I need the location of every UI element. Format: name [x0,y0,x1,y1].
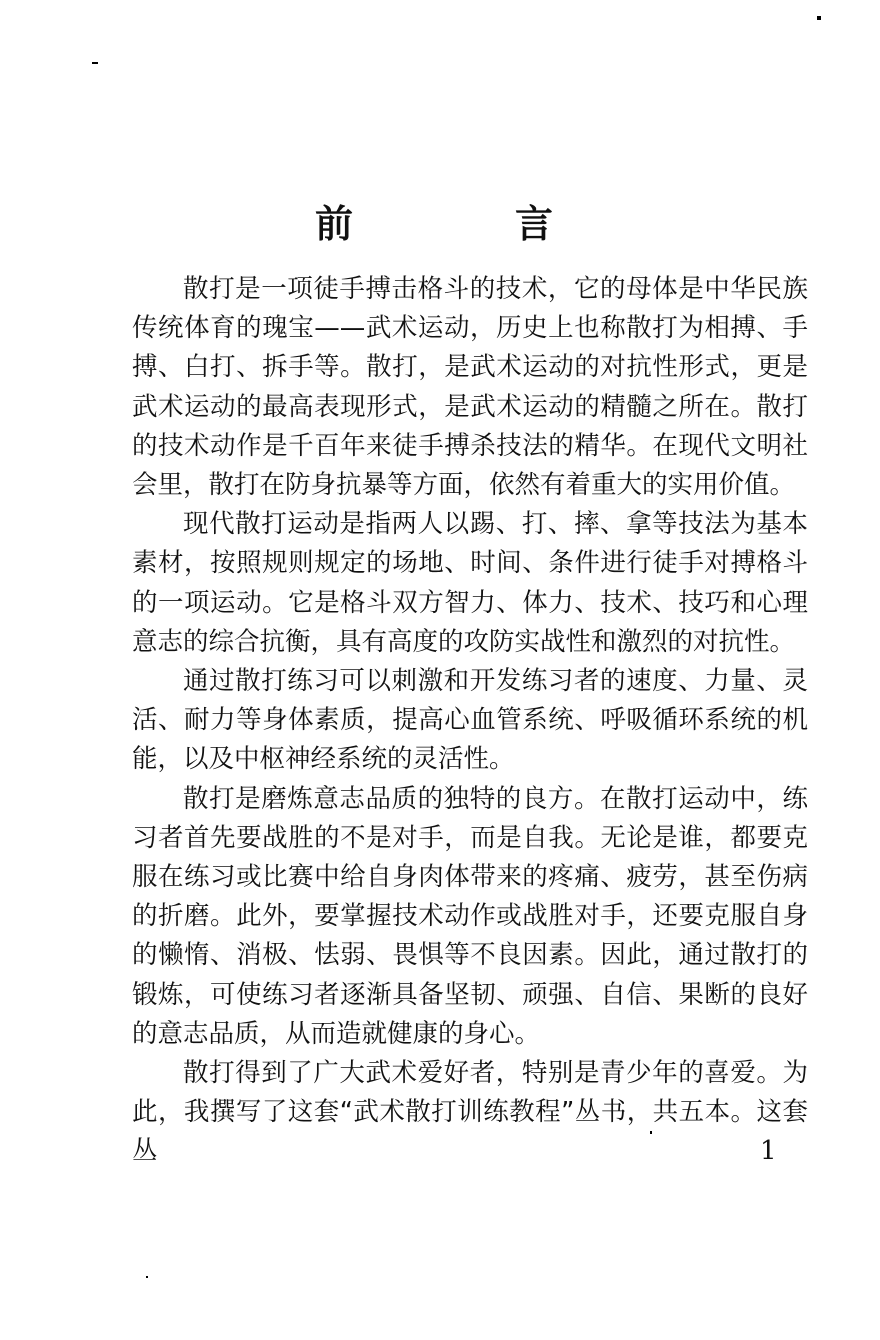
scan-speck [146,1276,148,1278]
page-number: 1 [760,1136,777,1166]
paragraph: 散打是磨炼意志品质的独特的良方。在散打运动中，练习者首先要战胜的不是对手，而是自我。无论是谁，都要克服在练习或比赛中给自身肉体带来的疼痛、疲劳，甚至伤病的折磨。此外，要掌握技术动作或战胜对手，还要克服自身的懒惰、消极、怯弱、畏惧等不良因素。因此，通过散打的锻炼，可使练习者逐渐具备坚韧、顽强、自信、果断的良好的意志品质，从而造就健康的身心。 [132,783,808,1049]
paragraph: 散打是一项徒手搏击格斗的技术，它的母体是中华民族传统体育的瑰宝——武术运动，历史上也称散打为相搏、手搏、白打、拆手等。散打，是武术运动的对抗性形式，更是武术运动的最高表现形式，是武术运动的精髓之所在。散打的技术动作是千百年来徒手搏杀技法的精华。在现代文明社会里，散打在防身抗暴等方面，依然有着重大的实用价值。 [132,274,808,501]
paragraph: 散打得到了广大武术爱好者，特别是青少年的喜爱。为此，我撰写了这套“武术散打训练教程”丛书，共五本。这套丛 [132,1058,808,1167]
body-text [132,270,808,1172]
paragraph: 通过散打练习可以刺激和开发练习者的速度、力量、灵活、耐力等身体素质，提高心血管系统、呼吸循环系统的机能，以及中枢神经系统的灵活性。 [132,666,808,775]
scan-speck [92,62,98,64]
paragraph: 现代散打运动是指两人以踢、打、摔、拿等技法为基本素材，按照规则规定的场地、时间、条件进行徒手对搏格斗的一项运动。它是格斗双方智力、体力、技术、技巧和心理意志的综合抗衡，具有高度的攻防实战性和激烈的对抗性。 [132,509,808,657]
page-title: 前 言 [314,202,615,247]
scan-speck [817,16,821,20]
